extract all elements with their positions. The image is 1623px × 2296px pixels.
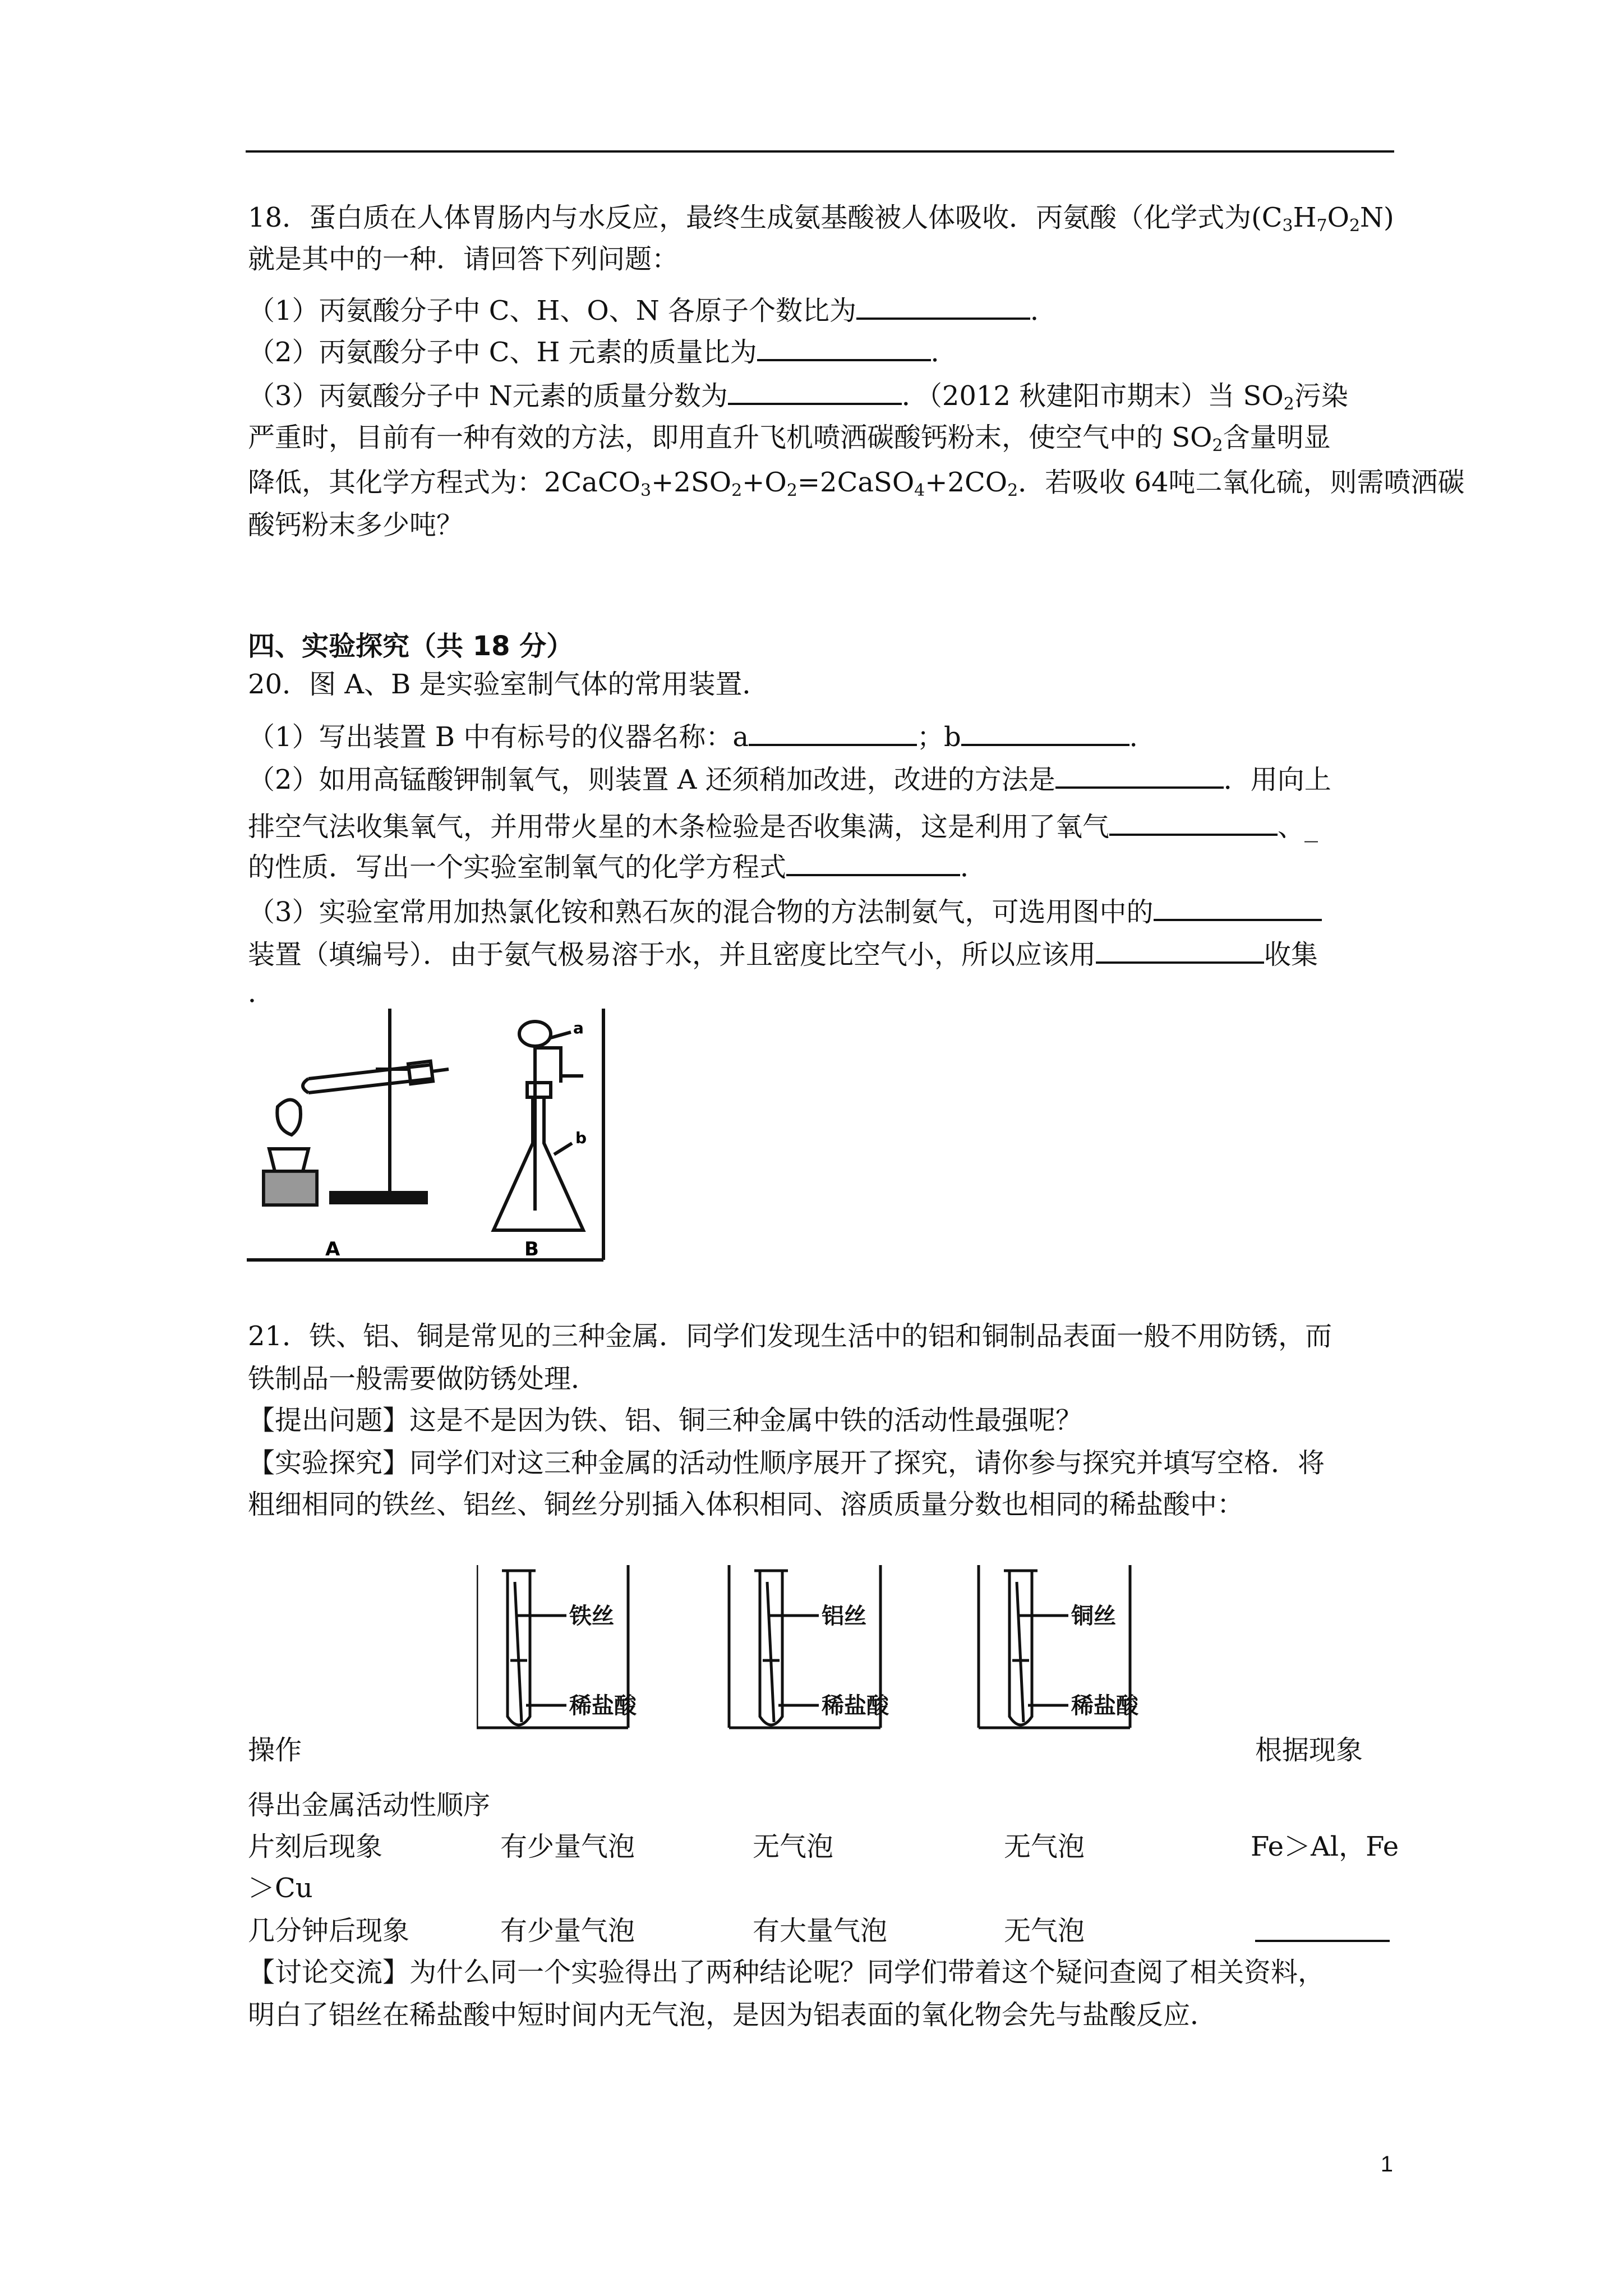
q20-line-1: 20．图 A、B 是实验室制气体的常用装置．: [248, 669, 769, 700]
q21-line-5: 粗细相同的铁丝、铝丝、铜丝分别插入体积相同、溶质质量分数也相同的稀盐酸中：: [248, 1489, 1244, 1520]
tube3-acid-label: 稀盐酸: [1071, 1693, 1138, 1719]
q20-part2: （2）如用高锰酸钾制氧气，则装置 A 还须稍加改进，改进的方法是 ．用向上: [248, 761, 1331, 797]
table-cell: ＞Cu: [248, 1872, 313, 1904]
section-heading: 四、实验探究（共 18 分）: [248, 631, 574, 662]
label-b: b: [575, 1129, 587, 1147]
q18-part1: （1）丙氨酸分子中 C、H、O、N 各原子个数比为 ．: [248, 292, 1057, 328]
table-row-label: 片刻后现象: [248, 1831, 383, 1862]
q18-line-2: 就是其中的一种．请回答下列问题：: [248, 243, 679, 275]
q18-part3: （3）丙氨酸分子中 N元素的质量分数为 ．（2012 秋建阳市期末）当 $SO_2$污染: [248, 377, 1348, 413]
table-cell: 无气泡: [1004, 1915, 1085, 1947]
q20-line-5: 的性质．写出一个实验室制氧气的化学方程式 ．: [248, 848, 987, 884]
header-rule: [246, 150, 1394, 153]
table-cell: 有少量气泡: [500, 1831, 635, 1862]
q21-discussion-2: 明白了铝丝在稀盐酸中短时间内无气泡，是因为铝表面的氧化物会先与盐酸反应．: [248, 1999, 1218, 2031]
q20-part3: （3）实验室常用加热氯化铵和熟石灰的混合物的方法制氨气，可选用图中的: [248, 893, 1322, 929]
q21-discussion-1: 【讨论交流】为什么同一个实验得出了两种结论呢？同学们带着这个疑问查阅了相关资料，: [248, 1957, 1325, 1988]
tube2-wire-label: 铝丝: [822, 1603, 866, 1629]
test-tubes-figure: [477, 1565, 1161, 1739]
table-cell: 有大量气泡: [753, 1915, 888, 1947]
table-cell: Fe＞Al，Fe: [1251, 1831, 1399, 1862]
table-cell: 无气泡: [1004, 1831, 1085, 1862]
q20-line-7: 装置（填编号）．由于氨气极易溶于水，并且密度比空气小，所以应该用 收集: [248, 936, 1318, 972]
label-a: a: [573, 1019, 584, 1037]
table-cell: 有少量气泡: [500, 1915, 635, 1947]
answer-blank[interactable]: [856, 292, 1030, 320]
q18-line-6: 严重时，目前有一种有效的方法，即用直升飞机喷洒碳酸钙粉末，使空气中的 $SO_2$含量明显: [248, 422, 1331, 455]
answer-blank[interactable]: [961, 718, 1129, 746]
q20-line-8: ．: [248, 977, 275, 1009]
q20-line-4: 排空气法收集氧气，并用带火星的木条检验是否收集满，这是利用了氧气 、_: [248, 808, 1318, 844]
table-header-operation: 操作: [248, 1734, 302, 1766]
answer-blank[interactable]: [1096, 936, 1264, 964]
q18-part2: （2）丙氨酸分子中 C、H 元素的质量比为 ．: [248, 333, 958, 369]
table-cell: 无气泡: [753, 1831, 834, 1862]
q21-line-2: 铁制品一般需要做防锈处理．: [248, 1363, 598, 1395]
q21-line-1: 21．铁、铝、铜是常见的三种金属．同学们发现生活中的铝和铜制品表面一般不用防锈，而: [248, 1320, 1332, 1352]
q21-line-4: 【实验探究】同学们对这三种金属的活动性顺序展开了探究，请你参与探究并填写空格．将: [248, 1447, 1325, 1479]
answer-blank[interactable]: [1055, 761, 1224, 789]
tube3-wire-label: 铜丝: [1071, 1603, 1116, 1629]
page-number: 1: [1380, 2152, 1393, 2177]
answer-blank[interactable]: [1109, 808, 1278, 836]
table-header-conclusion-2: 得出金属活动性顺序: [248, 1789, 491, 1821]
tube1-acid-label: 稀盐酸: [569, 1693, 637, 1719]
q18-line-8: 酸钙粉末多少吨？: [248, 509, 464, 541]
apparatus-figure: [247, 1009, 606, 1262]
answer-blank[interactable]: [757, 333, 931, 361]
answer-blank[interactable]: [786, 848, 960, 876]
tube1-wire-label: 铁丝: [569, 1603, 614, 1629]
label-B: B: [524, 1238, 539, 1260]
q18-equation-line: 降低，其化学方程式为：$2CaCO_3+2SO_2+O_2=2CaSO_4+2CO_2$．若吸收 64吨二氧化硫，则需喷洒碳: [248, 467, 1465, 500]
table-row-label: 几分钟后现象: [248, 1915, 410, 1947]
table-blank-cell: [1255, 1914, 1390, 1950]
answer-blank[interactable]: [728, 377, 902, 405]
table-header-conclusion: 根据现象: [1255, 1734, 1363, 1766]
answer-blank[interactable]: [749, 718, 917, 746]
label-A: A: [325, 1238, 340, 1260]
q20-part1: （1）写出装置 B 中有标号的仪器名称：a ；b ．: [248, 718, 1156, 754]
answer-blank[interactable]: [1255, 1914, 1390, 1942]
q21-line-3: 【提出问题】这是不是因为铁、铝、铜三种金属中铁的活动性最强呢？: [248, 1405, 1083, 1436]
tube2-acid-label: 稀盐酸: [822, 1693, 889, 1719]
answer-blank[interactable]: [1154, 893, 1322, 921]
q18-line-1: 18．蛋白质在人体胃肠内与水反应，最终生成氨基酸被人体吸收．丙氨酸（化学式为$(C_3H_7O_2N)$: [248, 202, 1394, 236]
